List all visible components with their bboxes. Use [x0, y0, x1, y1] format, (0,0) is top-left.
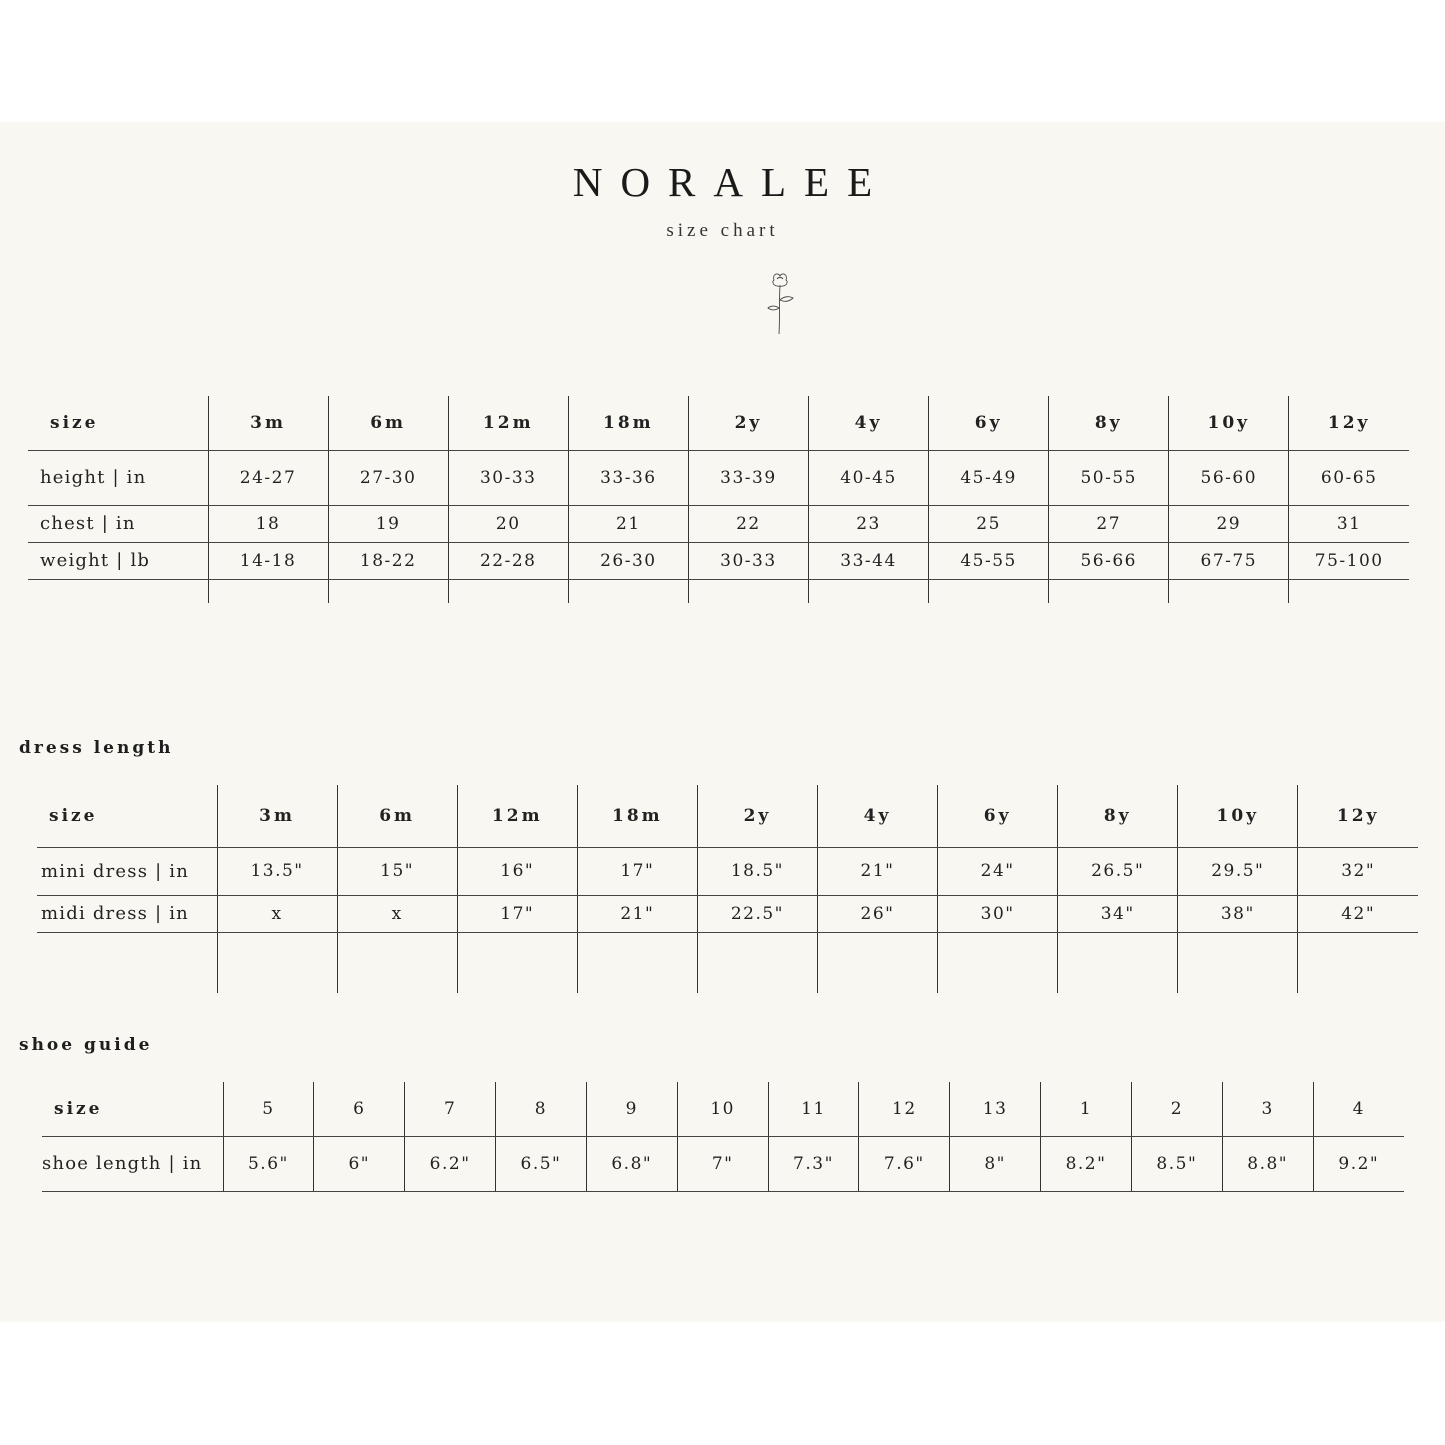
table-row: [37, 847, 1418, 895]
table-row: [28, 450, 1409, 505]
dress-header-cell: 12y: [1298, 785, 1418, 847]
shoe-header-cell: 7: [405, 1082, 496, 1136]
table-row: [37, 895, 1418, 932]
table-cell: 45-49: [929, 450, 1049, 505]
table-cell: 18.5": [697, 847, 817, 895]
table-cell: 26-30: [568, 542, 688, 579]
table-cell: 56-66: [1049, 542, 1169, 579]
table-cell: 7.6": [859, 1136, 950, 1191]
dress-header-cell: 12m: [457, 785, 577, 847]
table-cell: 23: [808, 505, 928, 542]
table-cell: 7.3": [768, 1136, 859, 1191]
table-cell: 14-18: [208, 542, 328, 579]
table-cell: 33-44: [808, 542, 928, 579]
shoe-section-title: shoe guide: [19, 1035, 153, 1055]
row-label: weight | lb: [28, 542, 208, 579]
shoe-header-cell: 9: [586, 1082, 677, 1136]
table-cell: 27: [1049, 505, 1169, 542]
table-cell: 33-39: [688, 450, 808, 505]
table-cell: 24-27: [208, 450, 328, 505]
table-cell: 18: [208, 505, 328, 542]
table-cell: 29: [1169, 505, 1289, 542]
table-cell: 60-65: [1289, 450, 1409, 505]
table-cell: 6.5": [496, 1136, 587, 1191]
dress-header-cell: 10y: [1178, 785, 1298, 847]
table-cell: 19: [328, 505, 448, 542]
table-cell: 38": [1178, 895, 1298, 932]
table-row: [28, 542, 1409, 579]
table-cell: 45-55: [929, 542, 1049, 579]
table-cell: 17": [577, 847, 697, 895]
size-header: size: [28, 396, 208, 450]
table-cell: 9.2": [1313, 1136, 1404, 1191]
table-cell: 31: [1289, 505, 1409, 542]
table-cell: 30": [938, 895, 1058, 932]
table-cell: 16": [457, 847, 577, 895]
table-cell: 8.8": [1222, 1136, 1313, 1191]
table-cell: 20: [448, 505, 568, 542]
table-cell: 8.2": [1041, 1136, 1132, 1191]
shoe-header-cell: 10: [677, 1082, 768, 1136]
dress-header-cell: 18m: [577, 785, 697, 847]
table-cell: 22-28: [448, 542, 568, 579]
table-cell: 29.5": [1178, 847, 1298, 895]
table-cell: 15": [337, 847, 457, 895]
table-cell: 30-33: [688, 542, 808, 579]
table-cell: 22: [688, 505, 808, 542]
table-cell: 32": [1298, 847, 1418, 895]
table-cell: 5.6": [223, 1136, 314, 1191]
shoe-header-cell: 1: [1041, 1082, 1132, 1136]
shoe-header-cell: 13: [950, 1082, 1041, 1136]
shoe-header-cell: 4: [1313, 1082, 1404, 1136]
table-header-row: [37, 785, 1418, 847]
table-cell: 50-55: [1049, 450, 1169, 505]
table-cell: 27-30: [328, 450, 448, 505]
dress-length-table: [37, 785, 1418, 993]
size-header-cell: 8y: [1049, 396, 1169, 450]
table-cell: 6.8": [586, 1136, 677, 1191]
table-cell: 33-36: [568, 450, 688, 505]
table-header-row: [28, 396, 1409, 450]
table-row: [28, 505, 1409, 542]
size-header-cell: 10y: [1169, 396, 1289, 450]
shoe-header-cell: 11: [768, 1082, 859, 1136]
size-header-cell: 12y: [1289, 396, 1409, 450]
dress-header-cell: 2y: [697, 785, 817, 847]
size-header-cell: 4y: [808, 396, 928, 450]
shoe-guide-table: [42, 1082, 1404, 1192]
shoe-header-cell: 3: [1222, 1082, 1313, 1136]
table-cell: x: [337, 895, 457, 932]
table-cell: 34": [1058, 895, 1178, 932]
table-cell: 8": [950, 1136, 1041, 1191]
table-cell: 22.5": [697, 895, 817, 932]
table-spacer-row: [37, 932, 1418, 993]
table-cell: 30-33: [448, 450, 568, 505]
dress-header-cell: 6y: [938, 785, 1058, 847]
table-cell: 6": [314, 1136, 405, 1191]
dress-header-cell: 6m: [337, 785, 457, 847]
table-cell: 24": [938, 847, 1058, 895]
table-cell: 6.2": [405, 1136, 496, 1191]
table-cell: 26": [817, 895, 937, 932]
size-header-cell: 6m: [328, 396, 448, 450]
dress-header-cell: 3m: [217, 785, 337, 847]
table-cell: 7": [677, 1136, 768, 1191]
table-cell: 67-75: [1169, 542, 1289, 579]
table-cell: 75-100: [1289, 542, 1409, 579]
size-header-cell: 18m: [568, 396, 688, 450]
table-cell: 42": [1298, 895, 1418, 932]
row-label: midi dress | in: [37, 895, 217, 932]
table-cell: 21: [568, 505, 688, 542]
table-cell: 18-22: [328, 542, 448, 579]
brand-title: NORALEE: [572, 159, 891, 205]
table-row: [42, 1136, 1404, 1191]
table-cell: 40-45: [808, 450, 928, 505]
table-cell: x: [217, 895, 337, 932]
dress-size-header: size: [37, 785, 217, 847]
size-table: [28, 396, 1409, 603]
table-cell: 13.5": [217, 847, 337, 895]
shoe-header-cell: 8: [496, 1082, 587, 1136]
size-header-cell: 2y: [688, 396, 808, 450]
size-header-cell: 3m: [208, 396, 328, 450]
row-label: mini dress | in: [37, 847, 217, 895]
table-cell: 8.5": [1131, 1136, 1222, 1191]
row-label: height | in: [28, 450, 208, 505]
dress-section-title: dress length: [19, 738, 174, 758]
dress-header-cell: 4y: [817, 785, 937, 847]
table-spacer-row: [28, 579, 1409, 603]
shoe-size-header: size: [42, 1082, 223, 1136]
table-cell: 25: [929, 505, 1049, 542]
flower-icon: [762, 270, 798, 336]
table-cell: 17": [457, 895, 577, 932]
table-cell: 56-60: [1169, 450, 1289, 505]
shoe-header-cell: 12: [859, 1082, 950, 1136]
row-label: shoe length | in: [42, 1136, 223, 1191]
page-subtitle: size chart: [666, 220, 779, 241]
dress-header-cell: 8y: [1058, 785, 1178, 847]
table-cell: 21": [577, 895, 697, 932]
table-cell: 26.5": [1058, 847, 1178, 895]
size-header-cell: 12m: [448, 396, 568, 450]
shoe-header-cell: 5: [223, 1082, 314, 1136]
row-label: chest | in: [28, 505, 208, 542]
size-header-cell: 6y: [929, 396, 1049, 450]
shoe-header-cell: 6: [314, 1082, 405, 1136]
shoe-header-cell: 2: [1131, 1082, 1222, 1136]
table-cell: 21": [817, 847, 937, 895]
table-header-row: [42, 1082, 1404, 1136]
